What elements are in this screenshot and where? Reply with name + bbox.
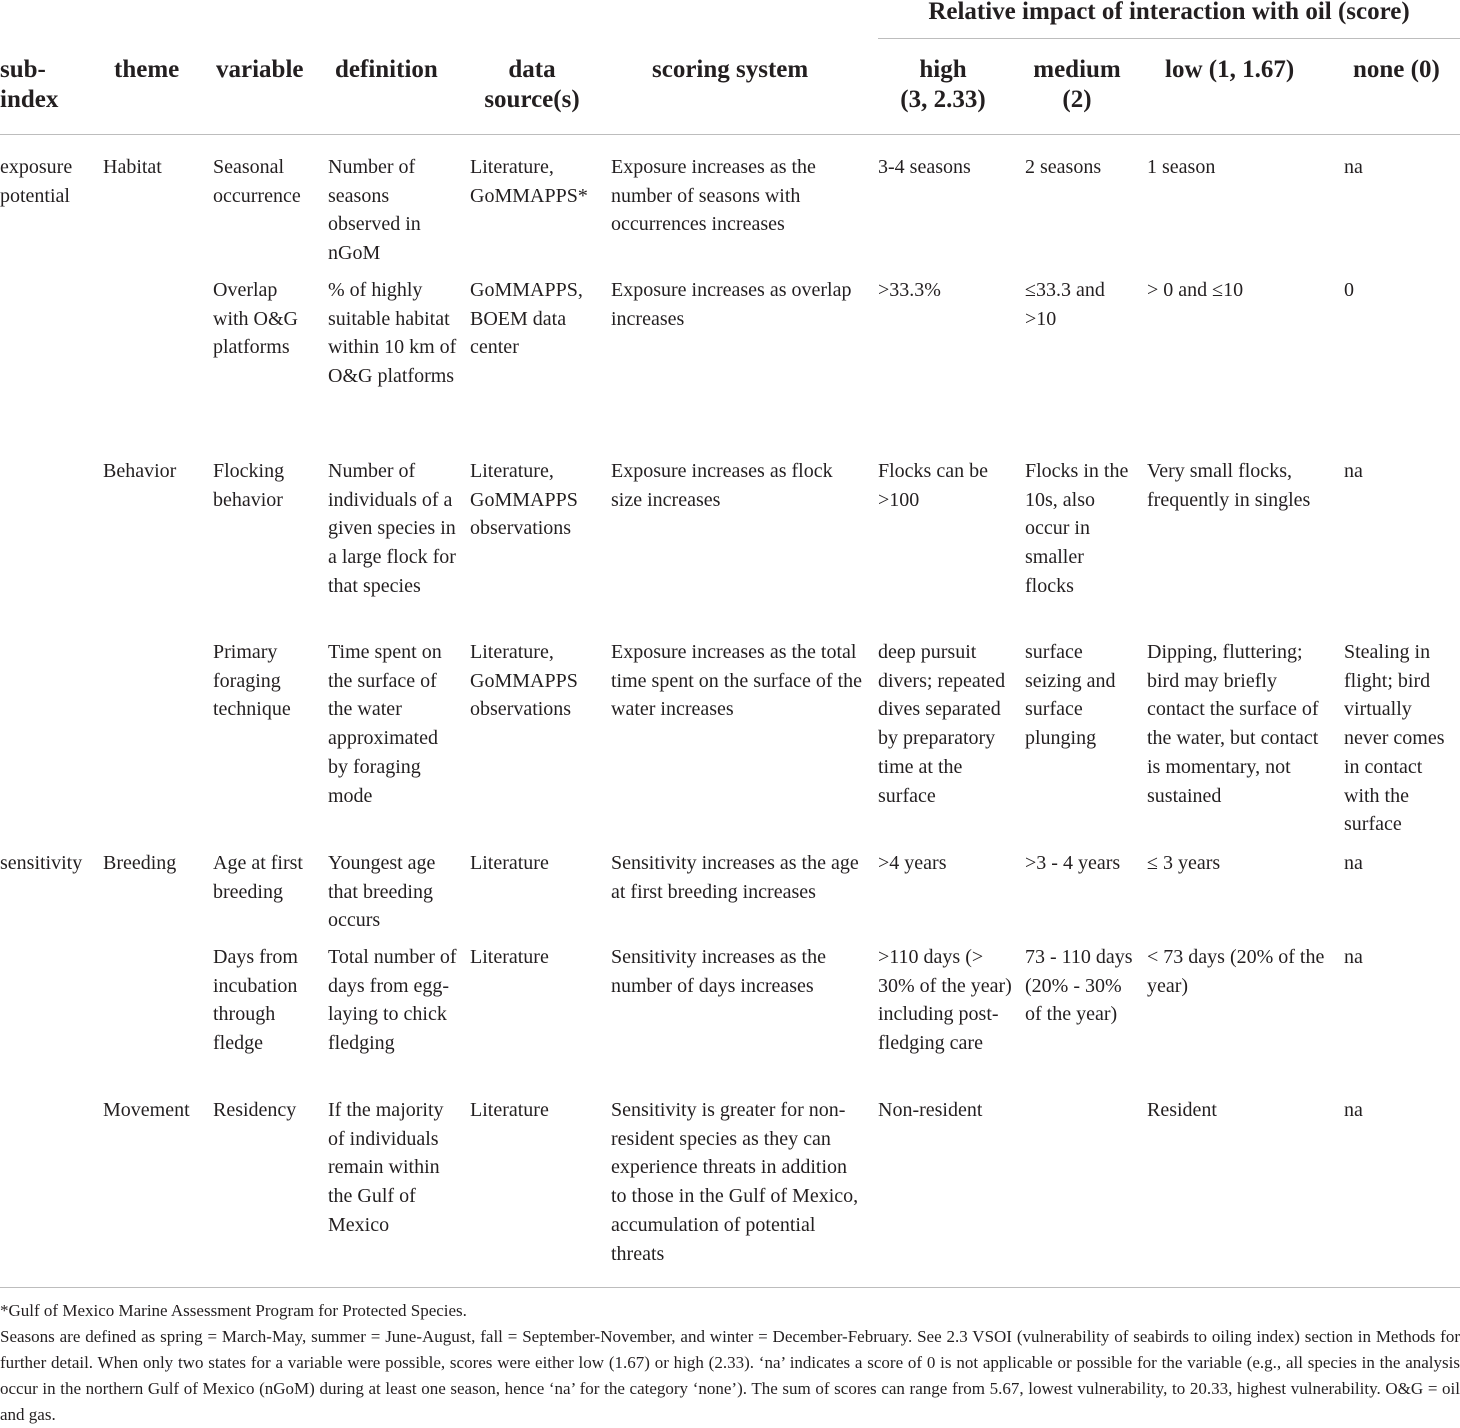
col-header-source-line2: source(s)	[484, 86, 580, 113]
col-header-subindex-line2: index	[0, 86, 59, 113]
table-row-2-high: Flocks can be >100	[878, 460, 988, 511]
col-header-subindex	[0, 55, 100, 115]
col-header-subindex-line1: sub-	[0, 56, 46, 83]
col-header-definition: definition	[335, 56, 438, 83]
table-row-1-low: > 0 and ≤10	[1147, 279, 1244, 301]
table-row-6-variable: Residency	[213, 1099, 297, 1121]
col-header-medium-line2: (2)	[1062, 86, 1092, 113]
table-row-2-none: na	[1344, 460, 1363, 482]
col-header-source	[462, 55, 602, 115]
table-row-4-variable: Age at first breeding	[213, 852, 303, 903]
table-row-5-none: na	[1344, 946, 1363, 968]
table-row-0-scoring: Exposure increases as the number of seasons with occurrences increases	[611, 156, 816, 236]
impact-group-header: Relative impact of interaction with oil (score)	[928, 0, 1410, 25]
table-row-3-high: deep pursuit divers; repeated dives separated by preparatory time at the surface	[878, 641, 1006, 807]
table-row-1-high: >33.3%	[878, 279, 941, 301]
table-row-3-definition: Time spent on the surface of the water approximated by foraging mode	[328, 641, 442, 807]
table-row-4-medium: >3 - 4 years	[1025, 852, 1121, 874]
table-row-6-source: Literature	[470, 1099, 549, 1121]
table-row-4-scoring: Sensitivity increases as the age at first breeding increases	[611, 852, 859, 903]
table-row-6-definition: If the majority of individuals remain within the Gulf of Mexico	[328, 1099, 444, 1236]
subindex-sensitivity: sensitivity	[0, 852, 83, 874]
table-row-4-high: >4 years	[878, 852, 947, 874]
table-row-3-variable: Primary foraging technique	[213, 641, 291, 721]
col-header-low: low (1, 1.67)	[1165, 56, 1295, 83]
theme-movement: Movement	[103, 1099, 190, 1121]
subindex-exposure-potential: exposure potential	[0, 156, 73, 207]
table-row-0-none: na	[1344, 156, 1363, 178]
header-bottom-rule	[0, 134, 1460, 135]
table-row-3-medium: surface seizing and surface plunging	[1025, 641, 1116, 750]
theme-breeding: Breeding	[103, 852, 177, 874]
table-row-0-definition: Number of seasons observed in nGoM	[328, 156, 421, 265]
col-header-medium	[1022, 55, 1132, 115]
table-row-6-low: Resident	[1147, 1099, 1217, 1121]
table-row-6-none: na	[1344, 1099, 1363, 1121]
footnote-seasons: Seasons are defined as spring = March-May, summer = June-August, fall = September-November, and winter = December-February. See 2.3 VSOI (vulnerability of seabirds to oiling index) section in Methods for further detail. When only two states for a variable were possible, scores were either low (1.67) or high (2.33). ‘na’ indicates a score of 0 is not applicable or possible for the variable (e.g., all species in the analysis occur in the northern Gulf of Mexico (nGoM) during at least one season, hence ‘na’ for the category ‘none’). The sum of scores can range from 5.67, lowest vulnerability, to 20.33, highest vulnerability. O&G = oil and gas.	[0, 1327, 1460, 1424]
table-row-1-medium: ≤33.3 and >10	[1025, 279, 1105, 330]
col-header-variable: variable	[216, 56, 304, 83]
theme-behavior: Behavior	[103, 460, 177, 482]
table-row-0-high: 3-4 seasons	[878, 156, 971, 178]
table-row-1-definition: % of highly suitable habitat within 10 km of O&G platforms	[328, 279, 457, 388]
col-header-high	[872, 55, 1014, 115]
table-row-2-variable: Flocking behavior	[213, 460, 285, 511]
theme-habitat: Habitat	[103, 156, 162, 178]
table-row-0-medium: 2 seasons	[1025, 156, 1102, 178]
table-row-0-source: Literature, GoMMAPPS*	[470, 156, 588, 207]
table-row-4-none: na	[1344, 852, 1363, 874]
table-row-4-source: Literature	[470, 852, 549, 874]
table-row-6-scoring: Sensitivity is greater for non-resident species as they can experience threats in addition to those in the Gulf of Mexico, accumulation of potential threats	[611, 1099, 859, 1265]
table-row-3-source: Literature, GoMMAPPS observations	[470, 641, 578, 721]
col-header-high-line1: high	[919, 56, 967, 83]
table-row-5-definition: Total number of days from egg-laying to chick fledging	[328, 946, 457, 1055]
table-row-5-source: Literature	[470, 946, 549, 968]
table-row-2-source: Literature, GoMMAPPS observations	[470, 460, 578, 540]
table-row-3-scoring: Exposure increases as the total time spent on the surface of the water increases	[611, 641, 863, 721]
table-row-1-none: 0	[1344, 279, 1354, 301]
col-header-high-line2: (3, 2.33)	[900, 86, 986, 113]
table-row-5-scoring: Sensitivity increases as the number of days increases	[611, 946, 826, 997]
table-row-4-low: ≤ 3 years	[1147, 852, 1221, 874]
table-row-3-low: Dipping, fluttering; bird may briefly contact the surface of the water, but contact is momentary, not sustained	[1147, 641, 1319, 807]
table-bottom-rule	[0, 1287, 1460, 1288]
table-row-2-scoring: Exposure increases as flock size increases	[611, 460, 833, 511]
table-row-1-source: GoMMAPPS, BOEM data center	[470, 279, 583, 359]
table-row-5-medium: 73 - 110 days (20% - 30% of the year)	[1025, 946, 1133, 1026]
table-row-0-low: 1 season	[1147, 156, 1216, 178]
group-header-rule	[878, 38, 1460, 39]
table-row-2-low: Very small flocks, frequently in singles	[1147, 460, 1311, 511]
table-row-1-variable: Overlap with O&G platforms	[213, 279, 298, 359]
table-row-3-none: Stealing in flight; bird virtually never comes in contact with the surface	[1344, 641, 1445, 836]
col-header-scoring: scoring system	[652, 56, 809, 83]
table-row-5-low: < 73 days (20% of the year)	[1147, 946, 1325, 997]
table-row-5-high: >110 days (> 30% of the year) including post-fledging care	[878, 946, 1012, 1055]
table-row-0-variable: Seasonal occurrence	[213, 156, 301, 207]
table-row-1-scoring: Exposure increases as overlap increases	[611, 279, 852, 330]
col-header-none: none (0)	[1353, 56, 1440, 83]
table-row-6-high: Non-resident	[878, 1099, 983, 1121]
footnote-asterisk: *Gulf of Mexico Marine Assessment Program for Protected Species.	[0, 1301, 467, 1320]
col-header-source-line1: data	[508, 56, 556, 83]
col-header-medium-line1: medium	[1033, 56, 1121, 83]
table-row-4-definition: Youngest age that breeding occurs	[328, 852, 436, 932]
table-row-5-variable: Days from incubation through fledge	[213, 946, 298, 1055]
table-row-2-definition: Number of individuals of a given species in a large flock for that species	[328, 460, 456, 597]
table-row-2-medium: Flocks in the 10s, also occur in smaller flocks	[1025, 460, 1129, 597]
col-header-theme: theme	[114, 56, 180, 83]
